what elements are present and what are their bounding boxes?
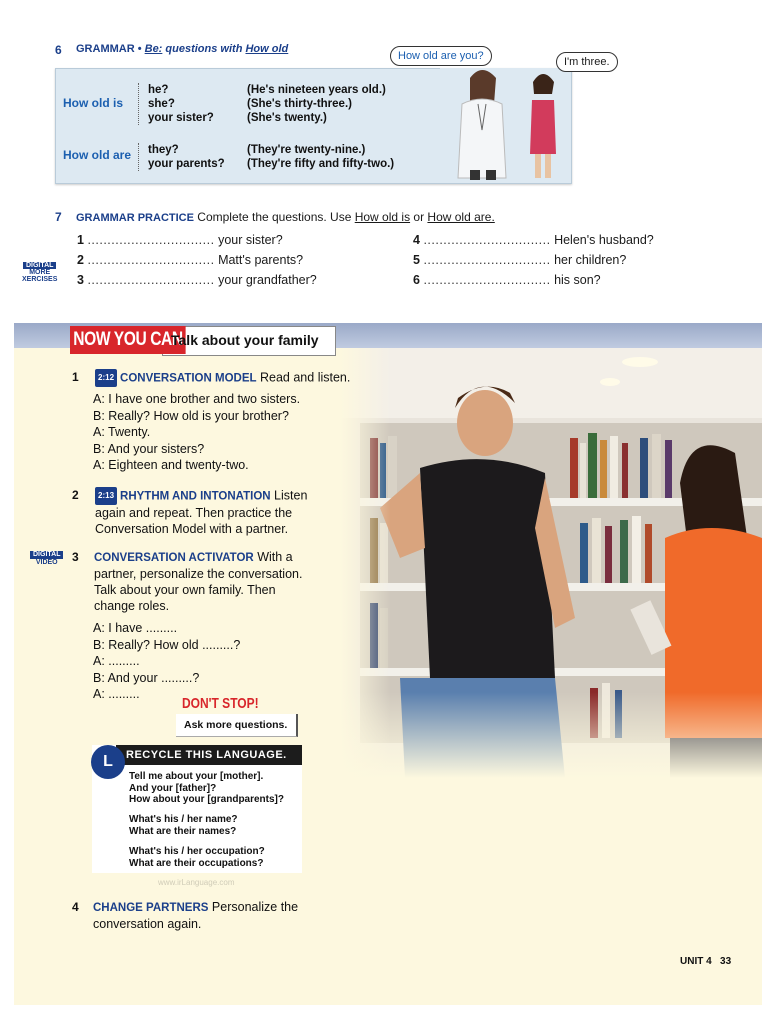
dont-stop-label: DON'T STOP! bbox=[182, 695, 259, 712]
item1-heading: 2:12 CONVERSATION MODEL Read and listen. bbox=[95, 369, 350, 387]
exercise-item: 5 ................................ her children? bbox=[413, 253, 627, 267]
item3-heading: CONVERSATION ACTIVATOR With a partner, personalize the conversation. Talk about your own family. Then change roles. bbox=[94, 550, 303, 613]
item1-number: 1 bbox=[72, 370, 79, 384]
page-footer: UNIT 4 33 bbox=[680, 956, 732, 967]
item2-heading: 2:13 RHYTHM AND INTONATION Listen again and repeat. Then practice the Conversation Model with a partner. bbox=[95, 488, 308, 536]
exercise-item: 3 ................................ your grandfather? bbox=[77, 273, 317, 287]
grammar-answers-are: (They're twenty-nine.) (They're fifty and fifty-two.) bbox=[247, 144, 395, 170]
exercise-item: 2 ................................ Matt's parents? bbox=[77, 253, 304, 267]
item4-heading: CHANGE PARTNERS Personalize the conversation again. bbox=[93, 900, 299, 931]
audio-icon[interactable]: 2:13 bbox=[95, 487, 117, 505]
now-you-can-badge: NOW YOU CAN bbox=[70, 326, 186, 354]
recycle-lines-group1: Tell me about your [mother]. And your [father]? How about your [grandparents]? bbox=[129, 771, 284, 805]
section6-number: 6 bbox=[55, 43, 62, 57]
conversation-activator: A: I have ......... B: Really? How old .........? A: ......... B: And your .........? A: ......... bbox=[93, 621, 241, 701]
students-photo bbox=[340, 348, 762, 778]
doctor-girl-illustration bbox=[440, 60, 570, 182]
exercise-item: 1 ................................ your sister? bbox=[77, 233, 283, 247]
now-you-can-title: Talk about your family bbox=[171, 332, 319, 348]
section7-instructions: GRAMMAR PRACTICE Complete the questions. Use How old is or How old are. bbox=[76, 210, 495, 224]
speech-bubble-doctor: How old are you? bbox=[390, 46, 492, 66]
grammar-subjects-are: they? your parents? bbox=[148, 144, 225, 170]
item3-number: 3 bbox=[72, 550, 79, 564]
item4-number: 4 bbox=[72, 900, 79, 914]
exercise-item: 6 ................................ his son? bbox=[413, 273, 601, 287]
exercise-item: 4 ................................ Helen's husband? bbox=[413, 233, 654, 247]
ask-more-label: Ask more questions. bbox=[184, 719, 288, 731]
recycle-lines-group3: What's his / her occupation? What are their occupations? bbox=[129, 846, 265, 869]
grammar-lead-is: How old is bbox=[63, 96, 123, 110]
watermark: www.irLanguage.com bbox=[158, 878, 235, 887]
grammar-subjects-is: he? she? your sister? bbox=[148, 84, 214, 124]
audio-icon[interactable]: 2:12 bbox=[95, 369, 117, 387]
conversation-model: A: I have one brother and two sisters. B: Really? How old is your brother? A: Twenty. B: And your sisters? A: Eighteen and twenty-two. bbox=[93, 392, 301, 472]
recycle-icon: L bbox=[91, 745, 125, 779]
digital-exercises-badge[interactable]: DIGITAL MORE XERCISES bbox=[22, 262, 58, 283]
grammar-answers-is: (He's nineteen years old.) (She's thirty-three.) (She's twenty.) bbox=[247, 84, 386, 124]
recycle-lines-group2: What's his / her name? What are their names? bbox=[129, 814, 238, 837]
grammar-lead-are: How old are bbox=[63, 148, 132, 162]
section7-number: 7 bbox=[55, 210, 62, 224]
digital-video-badge[interactable]: DIGITAL VIDEO bbox=[30, 551, 63, 567]
recycle-heading: RECYCLE THIS LANGUAGE. bbox=[116, 745, 302, 765]
item2-number: 2 bbox=[72, 488, 79, 502]
speech-bubble-girl: I'm three. bbox=[556, 52, 618, 72]
section6-title: GRAMMAR • Be: questions with How old bbox=[76, 43, 289, 55]
